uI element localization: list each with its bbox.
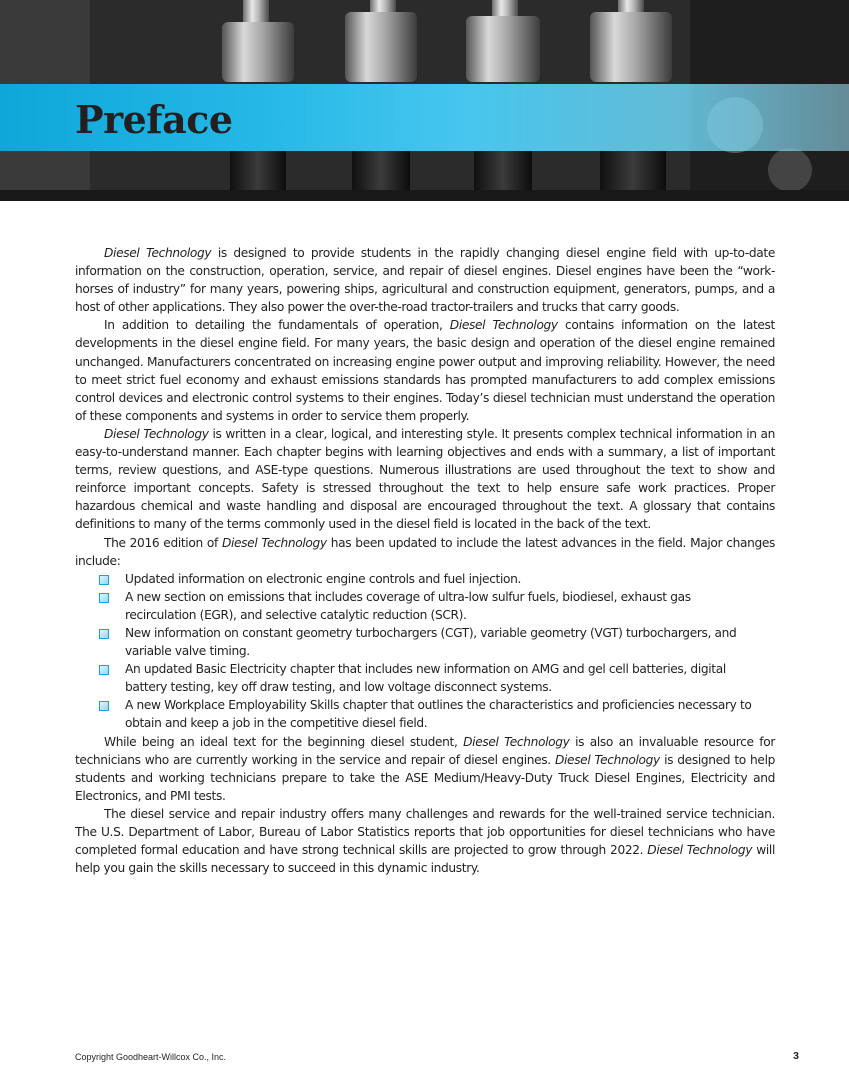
book-title: Diesel Technology xyxy=(449,318,558,333)
header-banner xyxy=(0,0,849,201)
checkbox-bullet-icon xyxy=(99,575,109,585)
changes-list xyxy=(75,570,775,733)
paragraph-intro: Diesel Technology is designed to provide students in the rapidly changing diesel engine field with up-to-date information on the construction, operation, service, and repair of diesel engines. Diesel engines have been the “work-horses of industry” for many years, powering ships, agricultural and construction equipment, generators, pumps, and a host of other applications. They also power the over-the-road tractor-trailers and trucks that carry goods. xyxy=(75,246,776,315)
checkbox-bullet-icon xyxy=(99,701,109,711)
checkbox-bullet-icon xyxy=(99,665,109,675)
paragraph-fundamentals: In addition to detailing the fundamentals of operation, Diesel Technology contains information on the latest developments in the diesel engine field. For many years, the basic design and operation of the diesel engine remained unchanged. Manufacturers concentrated on increasing engine power output and improving reliability. However, the need to meet strict fuel economy and exhaust emissions standards has prompted manufacturers to add complex emissions control devices and electronic control systems to their engines. Today’s diesel technician must understand the operation of these components and systems in order to service them properly. xyxy=(75,318,775,423)
book-title: Diesel Technology xyxy=(221,535,327,550)
list-item: New information on constant geometry turbochargers (CGT), variable geometry (VGT) turbochargers, and variable valve timing. xyxy=(75,624,775,660)
page-title: Preface xyxy=(75,97,233,142)
preface-body xyxy=(75,244,775,877)
book-title: Diesel Technology xyxy=(463,734,570,749)
copyright-notice: Copyright Goodheart-Willcox Co., Inc. xyxy=(75,1052,227,1062)
list-item: An updated Basic Electricity chapter that includes new information on AMG and gel cell batteries, digital battery testing, key off draw testing, and low voltage disconnect systems. xyxy=(75,660,775,696)
book-title: Diesel Technology xyxy=(104,426,209,441)
paragraph-edition: The 2016 edition of Diesel Technology has been updated to include the latest advances in the field. Major changes include: xyxy=(75,535,775,568)
checkbox-bullet-icon xyxy=(99,593,109,603)
list-item: A new section on emissions that includes coverage of ultra-low sulfur fuels, biodiesel, exhaust gas recirculation (EGR), and selective catalytic reduction (SCR). xyxy=(75,588,775,624)
book-title: Diesel Technology xyxy=(104,246,212,260)
paragraph-audience: While being an ideal text for the beginning diesel student, Diesel Technology is also an invaluable resource for technicians who are currently working in the service and repair of diesel engines. Diesel Technology is designed to help students and working technicians prepare to take the ASE Medium/Heavy-Duty Truck Diesel Engines, Electricity and Electronics, and PMI tests. xyxy=(75,734,775,803)
checkbox-bullet-icon xyxy=(99,629,109,639)
page-number: 3 xyxy=(793,1050,799,1062)
paragraph-outlook: The diesel service and repair industry offers many challenges and rewards for the well-trained service technician. The U.S. Department of Labor, Bureau of Labor Statistics reports that job opportunities for diesel technicians who have completed formal education and have strong technical skills are projected to grow through 2022. Diesel Technology will help you gain the skills necessary to succeed in this dynamic industry. xyxy=(75,806,775,876)
book-title: Diesel Technology xyxy=(647,843,753,858)
book-title: Diesel Technology xyxy=(554,752,660,767)
list-item: A new Workplace Employability Skills chapter that outlines the characteristics and proficiencies necessary to obtain and keep a job in the competitive diesel field. xyxy=(75,696,775,732)
list-item: Updated information on electronic engine controls and fuel injection. xyxy=(75,570,775,588)
paragraph-style: Diesel Technology is written in a clear, logical, and interesting style. It presents complex technical information in an easy-to-understand manner. Each chapter begins with learning objectives and ends with a summary, a list of important terms, review questions, and ASE-type questions. Numerous illustrations are used throughout the text to show and reinforce important concepts. Safety is stressed throughout the text to help ensure safe work practices. Proper hazardous chemical and waste handling and disposal are encouraged throughout the text. A glossary that contains definitions to many of the terms commonly used in the diesel field is located in the back of the text. xyxy=(75,426,775,532)
